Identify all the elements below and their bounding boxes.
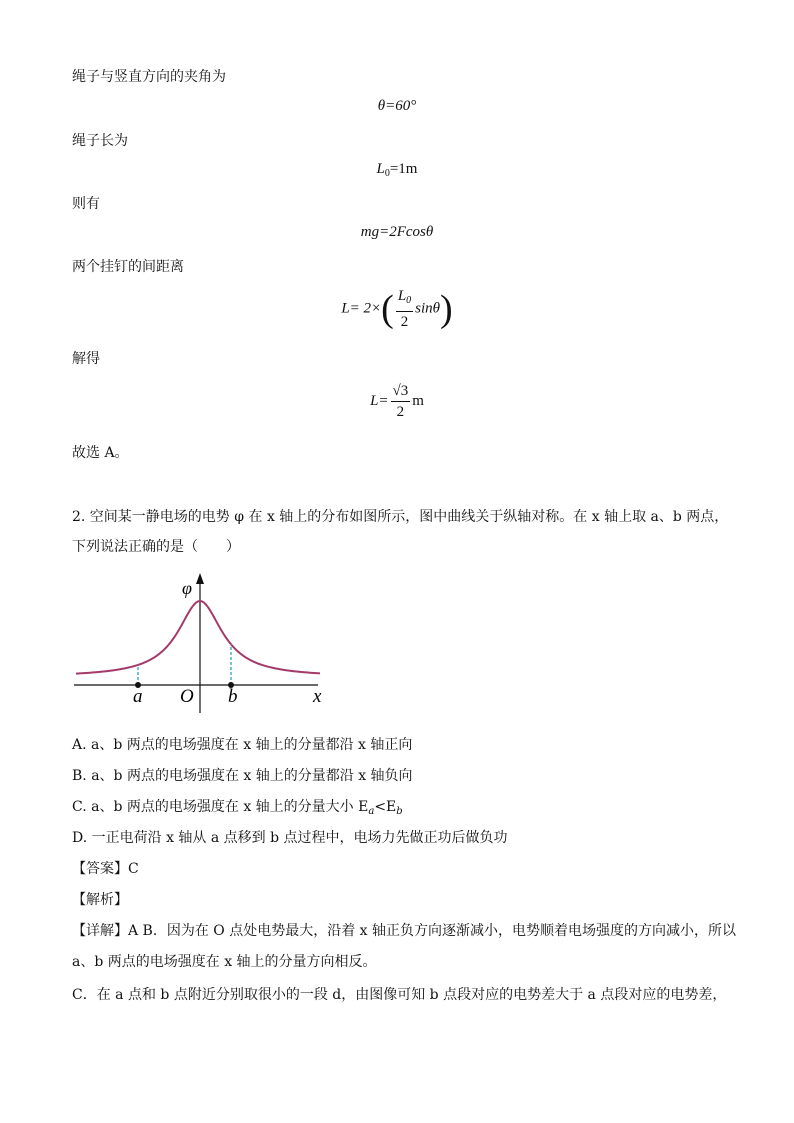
point-a-label: a bbox=[133, 686, 143, 707]
text-line: 解得 bbox=[72, 351, 100, 367]
math-lhs: L= 2× bbox=[341, 300, 382, 317]
fraction bbox=[391, 382, 411, 421]
math-var: L bbox=[397, 288, 407, 304]
analysis-heading: 【解析】 bbox=[72, 892, 128, 908]
equation-force: mg=2Fcosθ bbox=[360, 224, 434, 240]
fraction-numerator bbox=[396, 287, 413, 312]
y-axis-arrow bbox=[196, 573, 204, 584]
left-paren: ( bbox=[381, 288, 394, 330]
text-line: 绳子长为 bbox=[72, 133, 128, 149]
detail-line: C．在 a 点和 b 点附近分别取很小的一段 d，由图像可知 b 点段对应的电势差大于 a 点段对应的电势差， bbox=[72, 987, 727, 1003]
detail-line: 【详解】A B．因为在 O 点处电势最大，沿着 x 轴正负方向逐渐减小，电势顺着电场强度的方向减小，所以 bbox=[72, 923, 737, 939]
x-axis-label: x bbox=[313, 686, 322, 707]
point-b-label: b bbox=[228, 686, 238, 707]
potential-figure bbox=[68, 570, 338, 718]
fraction-numerator: √3 bbox=[391, 382, 411, 402]
option-c-compare: <E bbox=[374, 799, 397, 815]
option-b: B. a、b 两点的电场强度在 x 轴上的分量都沿 x 轴负向 bbox=[72, 768, 413, 784]
option-c-text: C. a、b 两点的电场强度在 x 轴上的分量大小 E bbox=[72, 799, 369, 815]
fraction bbox=[396, 287, 413, 331]
math-value: =1m bbox=[389, 161, 418, 177]
subscript-b: b bbox=[396, 806, 403, 817]
text-line: 则有 bbox=[72, 196, 100, 212]
subscript-a: a bbox=[368, 806, 375, 817]
right-paren: ) bbox=[440, 288, 453, 330]
math-subscript: 0 bbox=[384, 168, 390, 179]
math-subscript: 0 bbox=[406, 295, 412, 306]
equation-rope-length bbox=[0, 161, 794, 179]
question-stem: 2. 空间某一静电场的电势 φ 在 x 轴上的分布如图所示，图中曲线关于纵轴对称。在 x 轴上取 a、b 两点， bbox=[72, 509, 729, 525]
math-sin: sinθ bbox=[415, 300, 441, 317]
detail-line: a、b 两点的电场强度在 x 轴上的分量方向相反。 bbox=[72, 954, 377, 970]
question-stem: 下列说法正确的是（ ） bbox=[72, 539, 240, 555]
text-line: 绳子与竖直方向的夹角为 bbox=[72, 69, 226, 85]
equation-distance bbox=[0, 287, 794, 331]
option-c bbox=[72, 796, 403, 817]
text-line: 故选 A。 bbox=[72, 445, 129, 461]
answer-line: 【答案】C bbox=[72, 861, 139, 877]
equation-result bbox=[0, 382, 794, 421]
equation-theta: θ=60° bbox=[377, 98, 417, 114]
option-d: D. 一正电荷沿 x 轴从 a 点移到 b 点过程中，电场力先做正功后做负功 bbox=[72, 830, 508, 846]
fraction-denominator: 2 bbox=[396, 404, 405, 420]
origin-label: O bbox=[180, 686, 194, 707]
option-a: A. a、b 两点的电场强度在 x 轴上的分量都沿 x 轴正向 bbox=[72, 737, 413, 753]
math-var: L bbox=[376, 161, 385, 177]
fraction-denominator: 2 bbox=[400, 314, 409, 330]
text-line: 两个挂钉的间距离 bbox=[72, 259, 184, 275]
phi-label: φ bbox=[182, 578, 192, 598]
math-unit: m bbox=[412, 392, 424, 409]
math-lhs: L= bbox=[370, 392, 389, 409]
potential-curve bbox=[76, 601, 320, 674]
